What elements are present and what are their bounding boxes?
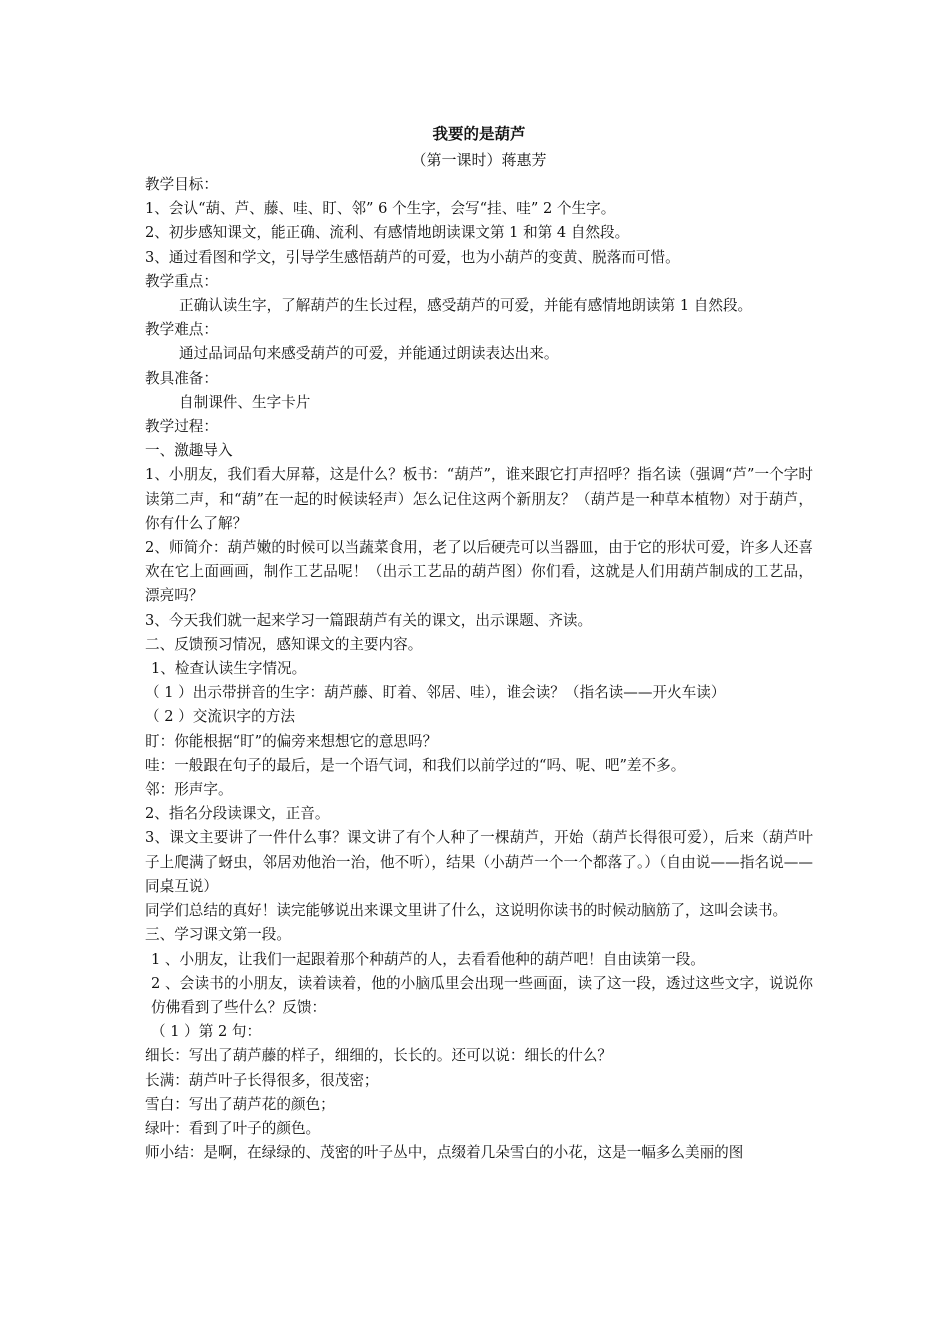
char-ding: 盯：你能根据“盯”的偏旁来想想它的意思吗？ (145, 732, 438, 750)
section-3-item-1: 1 、小朋友，让我们一起跟着那个种葫芦的人，去看看他种的葫芦吧！自由读第一段。 (151, 950, 705, 968)
materials-text: 自制课件、生字卡片 (179, 393, 311, 411)
section-2-subitem-2: （ 2 ）交流识字的方法 (145, 708, 295, 726)
char-lin: 邻：形声字。 (145, 781, 233, 799)
objective-2: 2、初步感知课文，能正确、流利、有感情地朗读课文第 1 和第 4 自然段。 (145, 224, 630, 242)
section-1-item-2: 2、师简介：葫芦嫩的时候可以当蔬菜食用，老了以后硬壳可以当器皿，由于它的形状可爱，许多人还喜欢在它上面画画，制作工艺品呢！（出示工艺品的葫芦图）你们看，这就是人们用葫芦制成的工艺品，漂亮吗？ (145, 539, 813, 605)
section-3-item-2: 2 、会读书的小朋友，读着读着，他的小脑瓜里会出现一些画面，读了这一段，透过这些文字，说说你仿佛看到了些什么？反馈： (151, 974, 813, 1016)
heading-key-points: 教学重点： (145, 272, 218, 290)
section-1-item-1: 1、小朋友，我们看大屏幕，这是什么？板书：“葫芦”，谁来跟它打声招呼？指名读（强调“芦”一个字时读第二声，和“葫”在一起的时候读轻声）怎么记住这两个新朋友？（葫芦是一种草本植物）对于葫芦，你有什么了解？ (145, 466, 813, 532)
section-2-item-3: 3、课文主要讲了一件什么事？课文讲了有个人种了一棵葫芦，开始（葫芦长得很可爱），后来（葫芦叶子上爬满了蚜虫，邻居劝他治一治，他不听），结果（小葫芦一个一个都落了。）（自由说——指名说——同桌互说） (145, 829, 813, 895)
document-subtitle: （第一课时）蒋惠芳 (411, 151, 547, 169)
section-2-heading: 二、反馈预习情况，感知课文的主要内容。 (145, 635, 423, 653)
section-1-item-3: 3、今天我们就一起来学习一篇跟葫芦有关的课文，出示课题、齐读。 (145, 611, 593, 629)
objective-3: 3、通过看图和学文，引导学生感悟葫芦的可爱，也为小葫芦的变黄、脱落而可惜。 (145, 248, 680, 266)
teacher-summary: 师小结：是啊，在绿绿的、茂密的叶子丛中，点缀着几朵雪白的小花，这是一幅多么美丽的图 (145, 1144, 744, 1162)
section-1-heading: 一、激趣导入 (145, 442, 233, 460)
word-xuebai: 雪白：写出了葫芦花的颜色； (145, 1095, 335, 1113)
word-xichang: 细长：写出了葫芦藤的样子，细细的，长长的。还可以说：细长的什么？ (145, 1047, 613, 1065)
heading-difficulties: 教学难点： (145, 321, 218, 339)
difficulties-text: 通过品词品句来感受葫芦的可爱，并能通过朗读表达出来。 (179, 345, 559, 363)
word-lvye: 绿叶：看到了叶子的颜色。 (145, 1119, 321, 1137)
key-points-text: 正确认读生字，了解葫芦的生长过程，感受葫芦的可爱，并能有感情地朗读第 1 自然段。 (179, 297, 753, 315)
section-2-summary: 同学们总结的真好！读完能够说出来课文里讲了什么，这说明你读书的时候动脑筋了，这叫会读书。 (145, 902, 788, 920)
heading-materials: 教具准备： (145, 369, 218, 387)
document-page (145, 0, 813, 1344)
section-2-item-2: 2、指名分段读课文，正音。 (145, 805, 330, 823)
section-3-heading: 三、学习课文第一段。 (145, 926, 291, 944)
heading-process: 教学过程： (145, 418, 218, 436)
document-body (145, 173, 813, 1165)
word-changman: 长满：葫芦叶子长得很多，很茂密； (145, 1071, 379, 1089)
objective-1: 1、会认“葫、芦、藤、哇、盯、邻” 6 个生字，会写“挂、哇” 2 个生字。 (145, 200, 616, 218)
section-2-subitem-1: （ 1 ）出示带拼音的生字：葫芦藤、盯着、邻居、哇），谁会读？（指名读——开火车读） (145, 684, 726, 702)
char-wa: 哇：一般跟在句子的最后，是一个语气词，和我们以前学过的“吗、呢、吧”差不多。 (145, 756, 686, 774)
section-2-item-1: 1、检查认读生字情况。 (151, 660, 307, 678)
section-3-subitem-1: （ 1 ）第 2 句： (151, 1023, 262, 1041)
document-title: 我要的是葫芦 (432, 124, 526, 143)
heading-objectives: 教学目标： (145, 176, 218, 193)
